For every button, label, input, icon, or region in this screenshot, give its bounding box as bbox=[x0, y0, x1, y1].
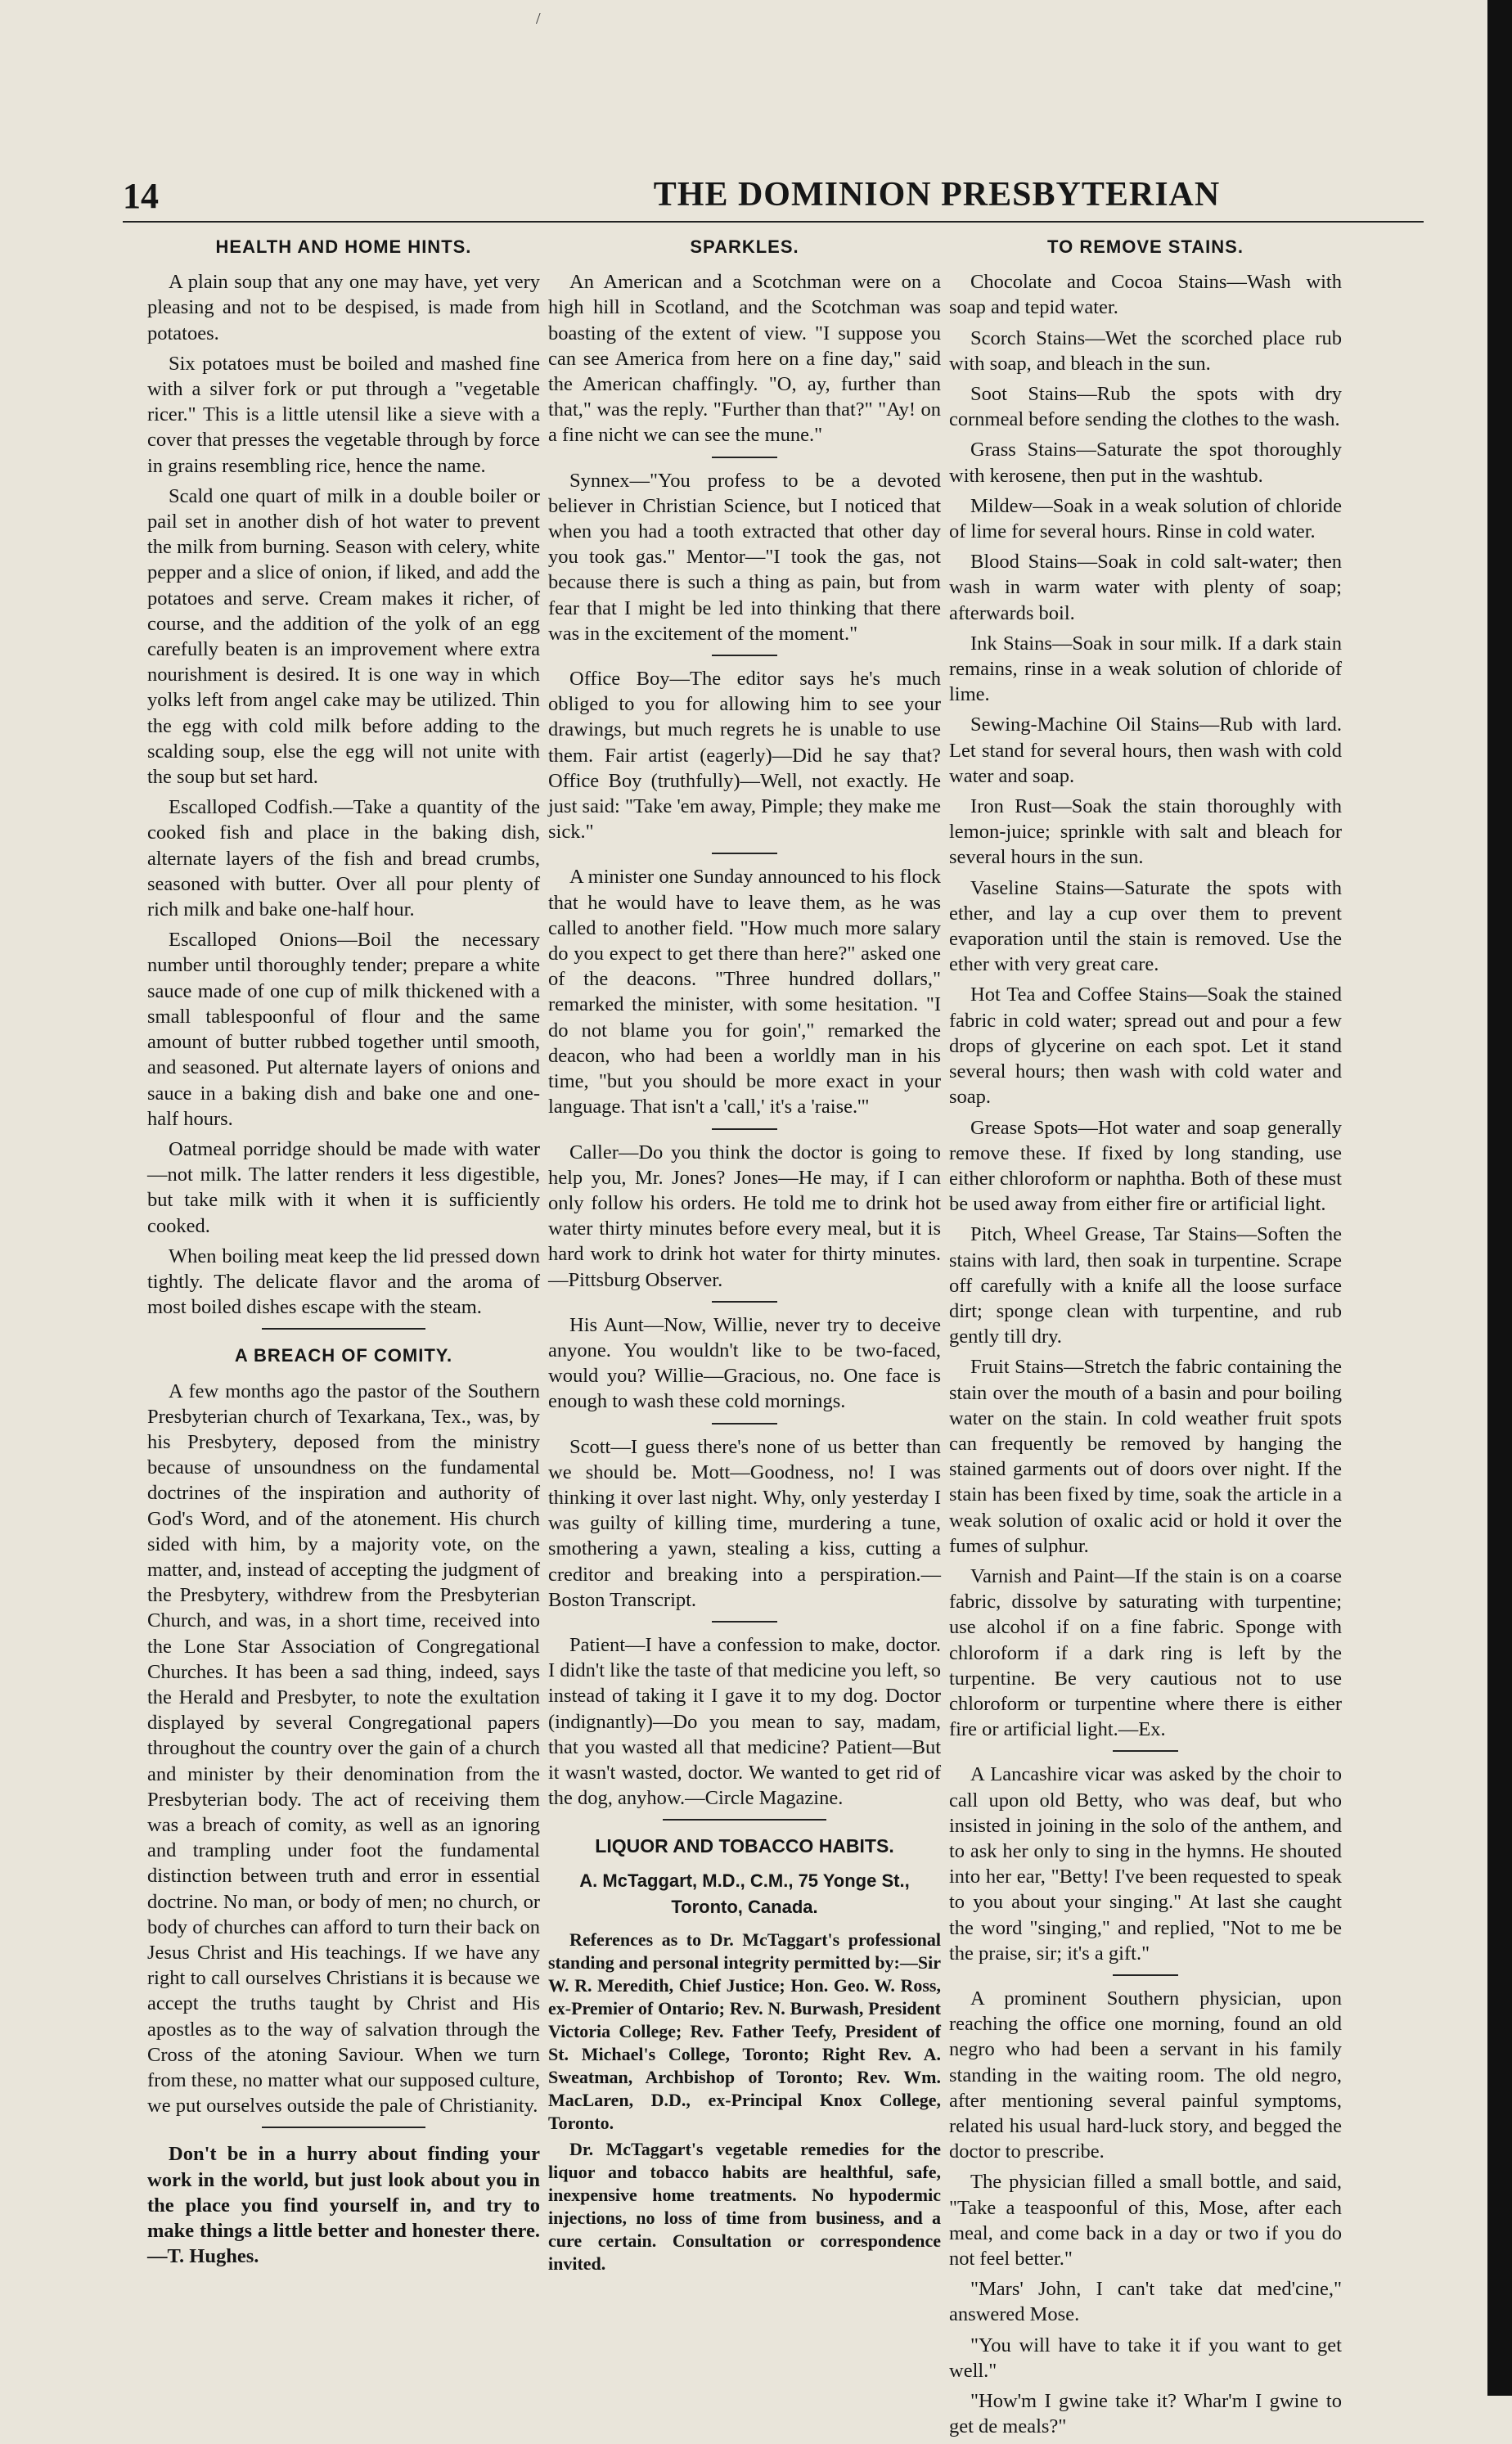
breach-heading: A BREACH OF COMITY. bbox=[234, 1345, 453, 1366]
item-divider bbox=[712, 457, 777, 458]
sparkle-item: His Aunt—Now, Willie, never try to deceive anyone. You wouldn't like to be two-faced, would you? Willie—Gracious, no. One face is enough to wash these cold mornings. bbox=[548, 1313, 941, 1413]
sparkle-item: Scott—I guess there's none of us better than we should be. Mott—Goodness, no! I was thinking it over last night. Why, only yesterday I was guilty of killing time, murdering a tune, smothering a yawn, stealing a kiss, cutting a creditor and breaking into a perspiration.—Boston Transcript. bbox=[548, 1435, 941, 1611]
sparkle-item: An American and a Scotchman were on a high hill in Scotland, and the Scotchman was boasting of the extent of view. "I suppose you can see America from here on a fine day," said the American chaffingly. "O, ay, further than that," was the reply. "Further than that?" "Ay! on a fine nicht we can see the mune." bbox=[548, 271, 941, 447]
vicar-story: A Lancashire vicar was asked by the choir to call upon old Betty, who was deaf, but who insisted in joining in the solo of the anthem, and to ask her only to sing in the hymns. He shouted into her ear, "Betty! I've been requested to speak to you about your singing." At last she caught the word "singing," and replied, "Not to me be the praise, sir; it's a gift." bbox=[949, 1763, 1342, 1965]
physician-story: "You will have to take it if you want to get well." bbox=[949, 2334, 1342, 2382]
stain-tip: Scorch Stains—Wet the scorched place rub with soap, and bleach in the sun. bbox=[949, 326, 1342, 375]
item-divider bbox=[712, 1621, 777, 1623]
item-divider bbox=[712, 1128, 777, 1130]
column-3 bbox=[949, 229, 1342, 2444]
item-divider bbox=[1113, 1750, 1178, 1752]
ad-heading: LIQUOR AND TOBACCO HABITS. bbox=[595, 1835, 894, 1857]
health-paragraph: Escalloped Codfish.—Take a quantity of the cooked fish and place in the baking dish, alternate layers of the fish and bread crumbs, seasoned with butter. Over all pour plenty of rich milk and bake one-half hour. bbox=[147, 796, 540, 921]
health-paragraph: When boiling meat keep the lid pressed down tightly. The delicate flavor and the aroma of most boiled dishes escape with the steam. bbox=[147, 1245, 540, 1319]
physician-story: The physician filled a small bottle, and said, "Take a teaspoonful of this, Mose, after each meal, and come back in a day or two if you do not feel better." bbox=[949, 2171, 1342, 2271]
column-2 bbox=[548, 229, 941, 2279]
section-divider bbox=[262, 2127, 425, 2128]
stain-tip: Hot Tea and Coffee Stains—Soak the stained fabric in cold water; spread out and pour a few drops of glycerine on each spot. Let it stand several hours; then wash with cold water and soap. bbox=[949, 983, 1342, 1109]
stain-tip: Ink Stains—Soak in sour milk. If a dark stain remains, rinse in a weak solution of chloride of lime. bbox=[949, 632, 1342, 706]
ad-remedies: Dr. McTaggart's vegetable remedies for the liquor and tobacco habits are healthful, safe, inexpensive home treatments. No hypodermic injections, no loss of time from business, and a cure certain. Consultation or correspondence invited. bbox=[548, 2138, 941, 2274]
sparkles-heading: SPARKLES. bbox=[690, 236, 799, 257]
stain-tip: Iron Rust—Soak the stain thoroughly with lemon-juice; sprinkle with salt and bleach for several hours in the sun. bbox=[949, 795, 1342, 869]
newspaper-page bbox=[123, 172, 1424, 2438]
item-divider bbox=[712, 655, 777, 656]
column-1 bbox=[147, 229, 540, 2274]
stain-tip: Sewing-Machine Oil Stains—Rub with lard. Let stand for several hours, then wash with cold water and soap. bbox=[949, 713, 1342, 787]
stains-heading: TO REMOVE STAINS. bbox=[1047, 236, 1244, 257]
item-divider bbox=[712, 853, 777, 854]
physician-story: "Mars' John, I can't take dat med'cine," answered Mose. bbox=[949, 2278, 1342, 2326]
stain-tip: Soot Stains—Rub the spots with dry cornmeal before sending the clothes to the wash. bbox=[949, 383, 1342, 431]
item-divider bbox=[712, 1423, 777, 1425]
stain-tip: Grease Spots—Hot water and soap generally remove these. If fixed by long standing, use either chloroform or naphtha. Both of these must be used away from either fire or artificial light. bbox=[949, 1116, 1342, 1216]
stain-tip: Pitch, Wheel Grease, Tar Stains—Soften the stains with lard, then soak in turpentine. Scrape off carefully with a knife all the loose surface dirt; sponge clean with turpentine, and rub gently till dry. bbox=[949, 1223, 1342, 1348]
print-speck: / bbox=[536, 10, 541, 28]
page-header bbox=[123, 172, 1424, 223]
item-divider bbox=[712, 1301, 777, 1303]
item-divider bbox=[1113, 1974, 1178, 1976]
health-paragraph: Oatmeal porridge should be made with water—not milk. The latter renders it less digestible, but take milk with it when it is sufficiently cooked. bbox=[147, 1137, 540, 1237]
physician-story: "How'm I gwine take it? Whar'm I gwine to get de meals?" bbox=[949, 2390, 1342, 2438]
section-divider bbox=[262, 1328, 425, 1330]
stain-tip: Blood Stains—Soak in cold salt-water; then wash in warm water with plenty of soap; afterwards boil. bbox=[949, 551, 1342, 624]
newspaper-title: THE DOMINION PRESBYTERIAN bbox=[653, 176, 1221, 214]
stain-tip: Mildew—Soak in a weak solution of chloride of lime for several hours. Rinse in cold water. bbox=[949, 494, 1342, 543]
sparkle-item: A minister one Sunday announced to his flock that he would have to leave them, as he was called to another field. "How much more salary do you expect to get there than here?" asked one of the deacons. "Three hundred dollars," remarked the minister, with some hesitation. "I do not blame you for goin'," remarked the deacon, who had been a worldly man in his time, "but you should be more exact in your language. That isn't a 'call,' it's a 'raise.'" bbox=[548, 866, 941, 1118]
ad-references: References as to Dr. McTaggart's professional standing and personal integrity permitted by:—Sir W. R. Meredith, Chief Justice; Hon. Geo. W. Ross, ex-Premier of Ontario; Rev. N. Burwash, President Victoria College; Rev. Father Teefy, President of St. Michael's College, Toronto; Right Rev. A. Sweatman, Archbishop of Toronto; Rev. Wm. MacLaren, D.D., ex-Principal Knox College, Toronto. bbox=[548, 1929, 941, 2133]
breach-paragraph: A few months ago the pastor of the Southern Presbyterian church of Texarkana, Tex., was, by his Presbytery, deposed from the ministry because of unsoundness on the fundamental doctrines of the inspiration and authority of God's Word, and of the atonement. His church sided with him, by a majority vote, on the matter, and, instead of accepting the judgment of the Presbytery, withdrew from the Presbyterian Church, and was, in a short time, received into the Lone Star Association of Congregational Churches. It has been a sad thing, indeed, says the Herald and Presbyter, to note the exultation displayed by several Congregational papers throughout the country over the gain of a church and minister by their denomination from the Presbyterian body. The act of receiving them was a breach of comity, as well as an ignoring and trampling under foot the fundamental distinction between truth and error in essential doctrine. No man, or body of men; no church, or body of churches can afford to turn their back on Jesus Christ and His teachings. If we have any right to call ourselves Christians it is because we accept the truths taught by Christ and His apostles as to the way of salvation through the Cross of the atoning Saviour. When we turn from these, no matter what our supposed culture, we put ourselves outside the pale of Christianity. bbox=[147, 1380, 540, 2118]
hughes-quote: Don't be in a hurry about finding your work in the world, but just look about you in the place you find yourself in, and try to make things a little better and honester there.—T. Hughes. bbox=[147, 2143, 540, 2268]
ad-address: A. McTaggart, M.D., C.M., 75 Yonge St., Toronto, Canada. bbox=[579, 1870, 910, 1917]
stain-tip: Grass Stains—Saturate the spot thoroughly with kerosene, then put in the washtub. bbox=[949, 439, 1342, 487]
sparkle-item: Office Boy—The editor says he's much obliged to you for allowing him to see your drawings, but much regrets he is unable to use them. Fair artist (eagerly)—Did he say that? Office Boy (truthfully)—Well, not exactly. He just said: "Take 'em away, Pimple; they make me sick." bbox=[548, 668, 941, 844]
sparkle-item: Synnex—"You profess to be a devoted believer in Christian Science, but I noticed that when you had a tooth extracted that other day you took gas." Mentor—"I took the gas, not because there is such a thing as pain, but from fear that I might be led into thinking that there was in the excitement of the moment." bbox=[548, 469, 941, 645]
page-number: 14 bbox=[123, 176, 159, 216]
physician-story: A prominent Southern physician, upon reaching the office one morning, found an old negro who had been a servant in his family standing in the waiting room. The old negro, after mentioning several painful symptoms, related his usual hard-luck story, and begged the doctor to prescribe. bbox=[949, 1987, 1342, 2163]
health-paragraph: Escalloped Onions—Boil the necessary number until thoroughly tender; prepare a white sauce made of one cup of milk thickened with a small tablespoonful of flour and the same amount of butter rubbed together until smooth, and seasoned. Put alternate layers of onions and sauce in a baking dish and bake one and one-half hours. bbox=[147, 929, 540, 1130]
section-divider bbox=[663, 1819, 826, 1821]
sparkle-item: Patient—I have a confession to make, doctor. I didn't like the taste of that medicine you left, so instead of taking it I gave it to my dog. Doctor (indignantly)—Do you mean to say, madam, that you wasted all that medicine? Patient—But it wasn't wasted, doctor. We wanted to get rid of the dog, anyhow.—Circle Magazine. bbox=[548, 1633, 941, 1810]
health-paragraph: A plain soup that any one may have, yet very pleasing and not to be despised, is made from potatoes. bbox=[147, 271, 540, 344]
stain-tip: Chocolate and Cocoa Stains—Wash with soap and tepid water. bbox=[949, 271, 1342, 319]
sparkle-item: Caller—Do you think the doctor is going to help you, Mr. Jones? Jones—He may, if I can only follow his orders. He told me to drink hot water thirty minutes before every meal, but it is hard work to drink hot water for thirty minutes.—Pittsburg Observer. bbox=[548, 1141, 941, 1291]
page-edge-shadow bbox=[1487, 0, 1512, 2396]
stain-tip: Varnish and Paint—If the stain is on a coarse fabric, dissolve by saturating with turpentine; use alcohol if on a fine fabric. Sponge with chloroform if a dark ring is left by the turpentine. Be very cautious not to use chloroform or turpentine where there is either fire or artificial light.—Ex. bbox=[949, 1564, 1342, 1741]
stain-tip: Fruit Stains—Stretch the fabric containing the stain over the mouth of a basin and pour boiling water on the stain. In cold weather fruit spots can frequently be removed by hanging the stained garments out of doors over night. If the stain has been fixed by time, soak the article in a weak solution of oxalic acid or hold it over the fumes of sulphur. bbox=[949, 1356, 1342, 1557]
health-paragraph: Scald one quart of milk in a double boiler or pail set in another dish of hot water to prevent the milk from burning. Season with celery, white pepper and a slice of onion, if liked, and add the potatoes and serve. Cream makes it richer, of course, and the addition of the yolk of an egg carefully beaten is an improvement where extra nourishment is desired. It is one way in which yolks left from angel cake may be utilized. Thin the egg with cold milk before adding to the scalding soup, else the egg will not unite with the soup but set hard. bbox=[147, 484, 540, 789]
health-heading: HEALTH AND HOME HINTS. bbox=[215, 236, 472, 257]
stain-tip: Vaseline Stains—Saturate the spots with ether, and lay a cup over them to prevent evaporation until the stain is removed. Use the ether with very great care. bbox=[949, 876, 1342, 976]
health-paragraph: Six potatoes must be boiled and mashed fine with a silver fork or put through a "vegetable ricer." This is a little utensil like a sieve with a cover that presses the vegetable through by force in grains resembling rice, hence the name. bbox=[147, 352, 540, 477]
